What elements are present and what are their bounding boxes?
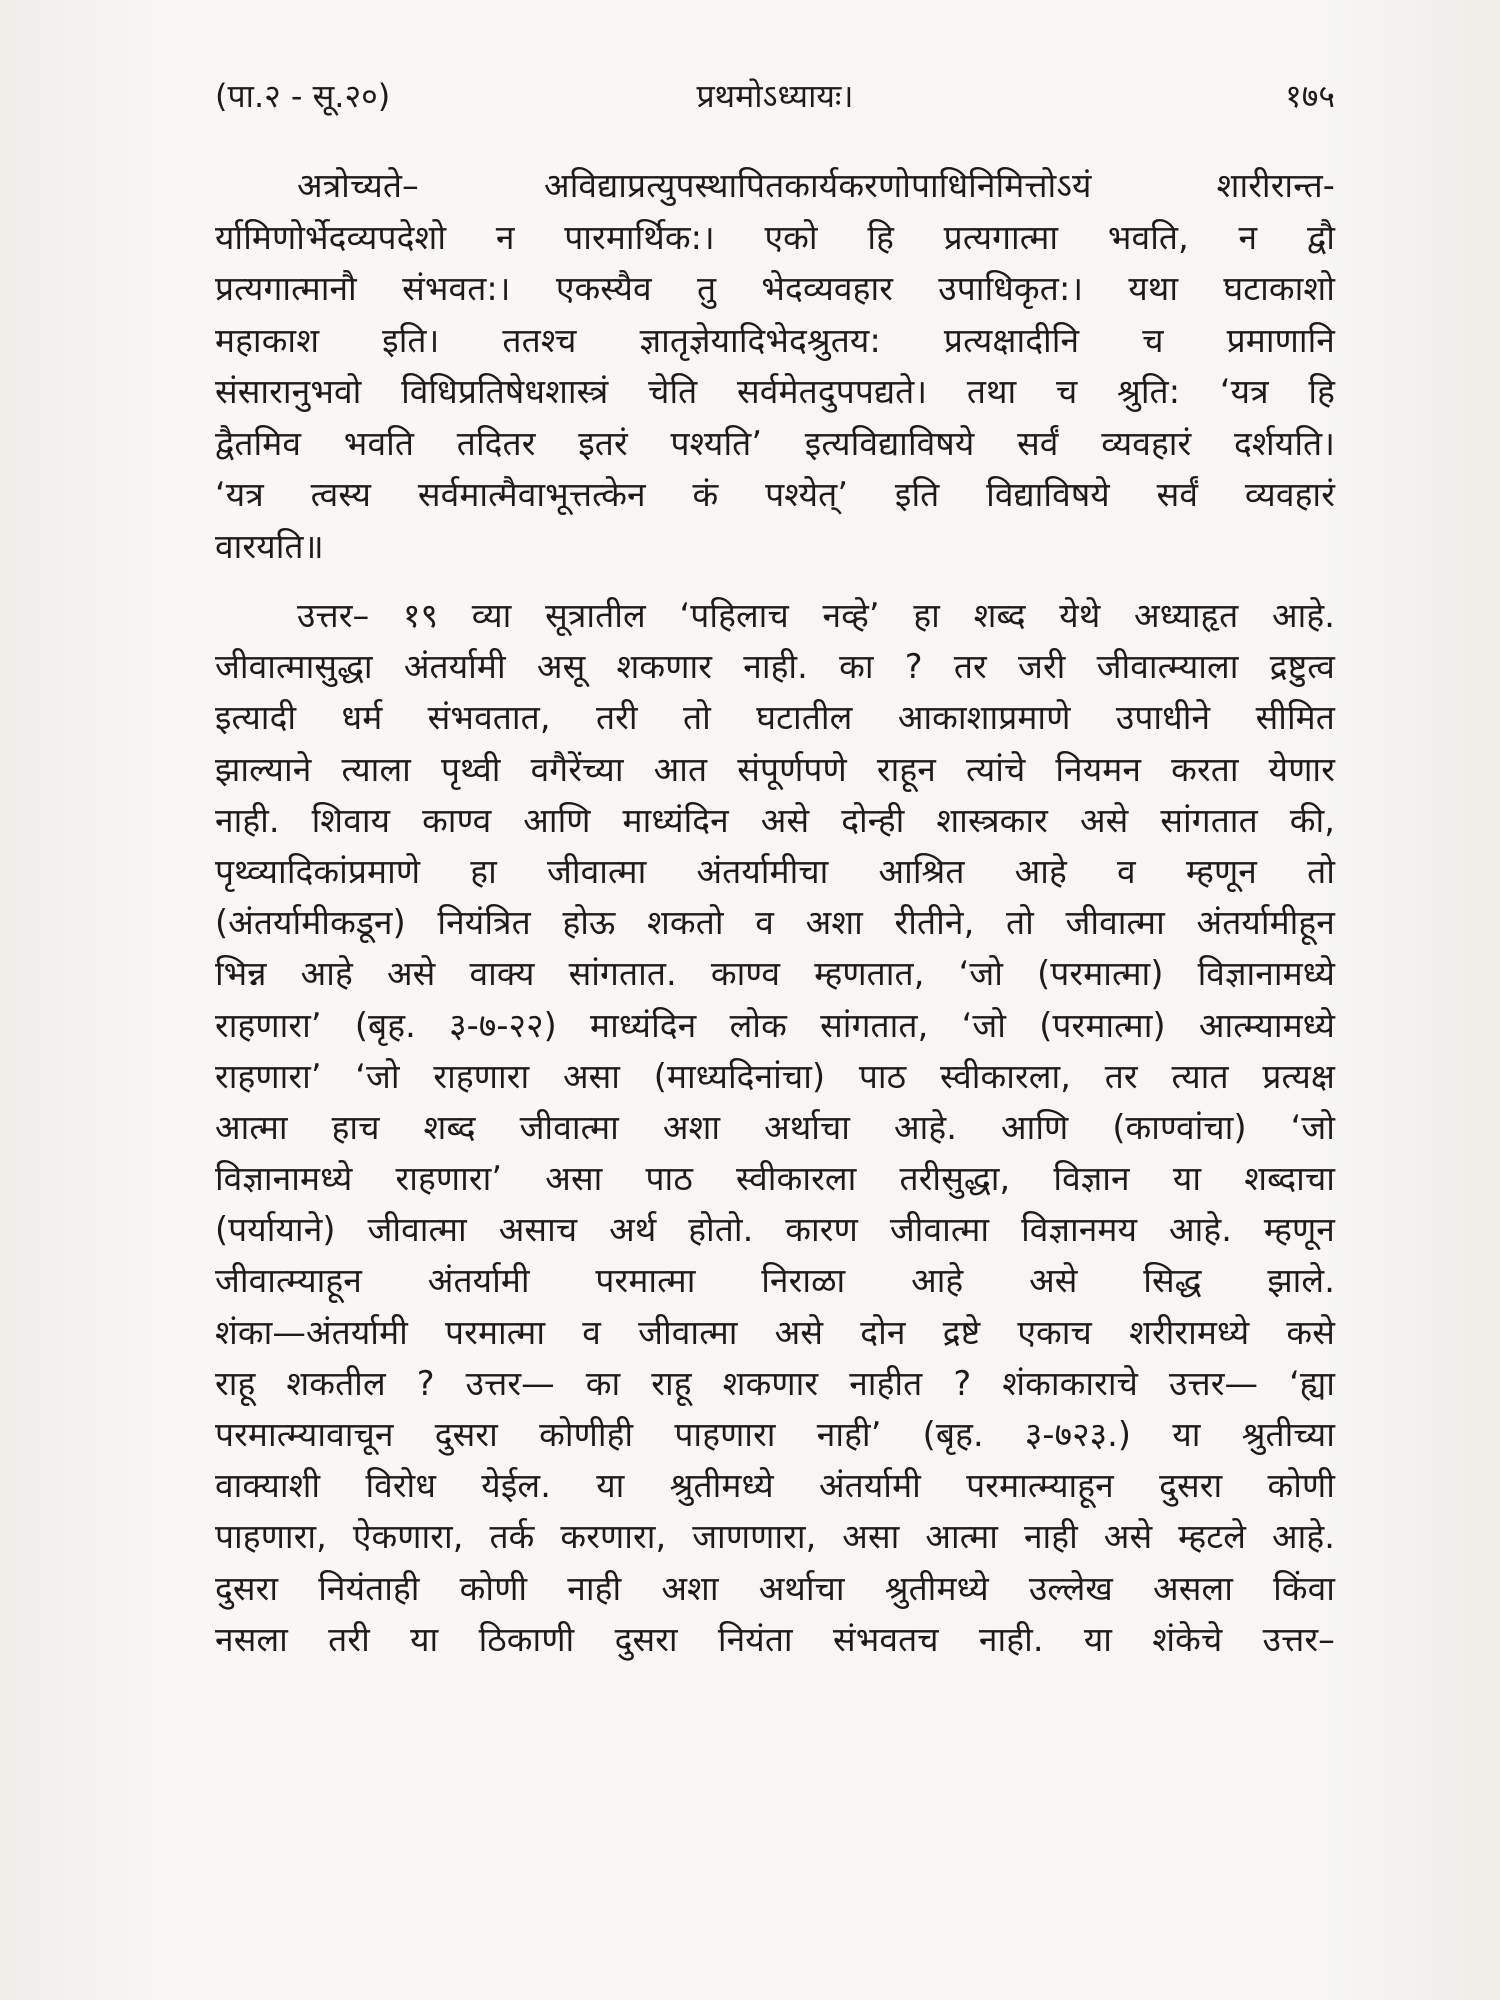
- chapter-title: प्रथमोऽध्यायः।: [696, 77, 854, 115]
- marathi-line: आत्मा हाच शब्द जीवात्मा अशा अर्थाचा आहे. आणि (काण्वांचा) ‘जो: [215, 1107, 1335, 1147]
- marathi-line: परमात्म्यावाचून दुसरा कोणीही पाहणारा नाही’ (बृह. ३-७२३.) या श्रुतीच्या: [215, 1415, 1335, 1454]
- sanskrit-paragraph: [215, 160, 1335, 572]
- page-body: [215, 160, 1335, 1665]
- marathi-line: नसला तरी या ठिकाणी दुसरा नियंता संभवतच नाही. या शंकेचे उत्तर–: [215, 1619, 1335, 1659]
- sanskrit-line: महाकाश इति। ततश्च ज्ञातृज्ञेयादिभेदश्रुतय: प्रत्यक्षादीनि च प्रमाणानि: [215, 320, 1335, 360]
- marathi-line: जीवात्म्याहून अंतर्यामी परमात्मा निराळा आहे असे सिद्ध झाले.: [215, 1261, 1335, 1301]
- marathi-line: वाक्याशी विरोध येईल. या श्रुतीमध्ये अंतर्यामी परमात्म्याहून दुसरा कोणी: [215, 1466, 1335, 1506]
- marathi-line: झाल्याने त्याला पृथ्वी वगैरेंच्या आत संपूर्णपणे राहून त्यांचे नियमन करता येणार: [215, 749, 1335, 789]
- page-header: [215, 66, 1335, 126]
- marathi-line: भिन्न आहे असे वाक्य सांगतात. काण्व म्हणतात, ‘जो (परमात्मा) विज्ञानामध्ये: [215, 954, 1335, 994]
- marathi-line: विज्ञानामध्ये राहणारा’ असा पाठ स्वीकारला तरीसुद्धा, विज्ञान या शब्दाचा: [215, 1159, 1335, 1199]
- sanskrit-line: र्यामिणोर्भेदव्यपदेशो न पारमार्थिक:। एको हि प्रत्यगात्मा भवति, न द्वौ: [215, 217, 1335, 257]
- sanskrit-line: वारयति॥: [215, 526, 324, 566]
- marathi-line: दुसरा नियंताही कोणी नाही अशा अर्थाचा श्रुतीमध्ये उल्लेख असला किंवा: [215, 1568, 1335, 1608]
- marathi-paragraph: [215, 590, 1335, 1665]
- sanskrit-line: संसारानुभवो विधिप्रतिषेधशास्त्रं चेति सर्वमेतदुपपद्यते। तथा च श्रुति: ‘यत्र हि: [215, 372, 1335, 411]
- marathi-line: (अंतर्यामीकडून) नियंत्रित होऊ शकतो व अशा रीतीने, तो जीवात्मा अंतर्यामीहून: [215, 903, 1335, 943]
- marathi-line: उत्तर– १९ व्या सूत्रातील ‘पहिलाच नव्हे’ हा शब्द येथे अध्याहृत आहे.: [297, 596, 1335, 635]
- marathi-line: जीवात्मासुद्धा अंतर्यामी असू शकणार नाही. का ? तर जरी जीवात्म्याला द्रष्टुत्व: [215, 647, 1335, 687]
- marathi-line: राहणारा’ ‘जो राहणारा असा (माध्यदिनांचा) पाठ स्वीकारला, तर त्यात प्रत्यक्ष: [215, 1056, 1335, 1096]
- marathi-line: शंका—अंतर्यामी परमात्मा व जीवात्मा असे दोन द्रष्टे एकाच शरीरामध्ये कसे: [215, 1312, 1335, 1352]
- page-number: १७५: [1285, 77, 1335, 115]
- sanskrit-line: ‘यत्र त्वस्य सर्वमात्मैवाभूत्तत्केन कं पश्येत्’ इति विद्याविषये सर्वं व्यवहारं: [215, 475, 1335, 514]
- marathi-line: पाहणारा, ऐकणारा, तर्क करणारा, जाणणारा, असा आत्मा नाही असे म्हटले आहे.: [215, 1517, 1335, 1557]
- paragraph-gap: [215, 572, 1335, 590]
- marathi-line: इत्यादी धर्म संभवतात, तरी तो घटातील आकाशाप्रमाणे उपाधीने सीमित: [215, 698, 1335, 738]
- sanskrit-line: प्रत्यगात्मानौ संभवत:। एकस्यैव तु भेदव्यवहार उपाधिकृत:। यथा घटाकाशो: [215, 269, 1335, 308]
- sanskrit-line: द्वैतमिव भवति तदितर इतरं पश्यति’ इत्यविद्याविषये सर्वं व्यवहारं दर्शयति।: [215, 423, 1335, 463]
- marathi-line: राहणारा’ (बृह. ३-७-२२) माध्यंदिन लोक सांगतात, ‘जो (परमात्मा) आत्म्यामध्ये: [215, 1005, 1335, 1045]
- sanskrit-line: अत्रोच्यते– अविद्याप्रत्युपस्थापितकार्यकरणोपाधिनिमित्तोऽयं शारीरान्त-: [297, 166, 1335, 205]
- marathi-line: राहू शकतील ? उत्तर— का राहू शकणार नाहीत ? शंकाकाराचे उत्तर— ‘ह्या: [215, 1363, 1335, 1403]
- marathi-line: पृथ्व्यादिकांप्रमाणे हा जीवात्मा अंतर्यामीचा आश्रित आहे व म्हणून तो: [215, 851, 1335, 891]
- marathi-line: नाही. शिवाय काण्व आणि माध्यंदिन असे दोन्ही शास्त्रकार असे सांगतात की,: [215, 800, 1335, 840]
- section-reference: (पा.२ - सू.२०): [215, 77, 391, 115]
- marathi-line: (पर्यायाने) जीवात्मा असाच अर्थ होतो. कारण जीवात्मा विज्ञानमय आहे. म्हणून: [215, 1210, 1335, 1250]
